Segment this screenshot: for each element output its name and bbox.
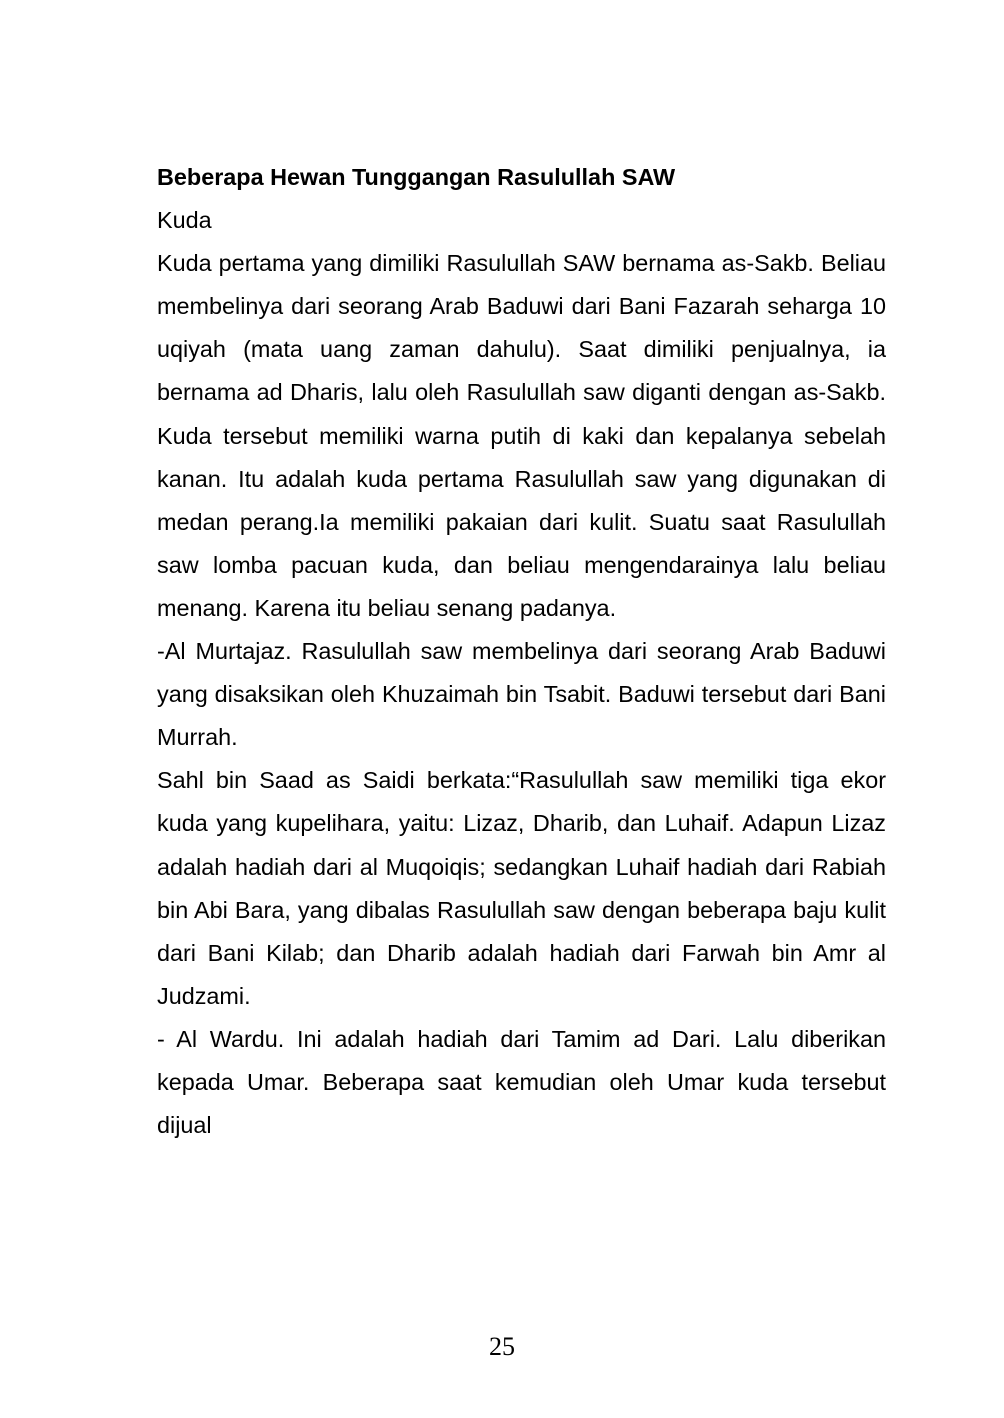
paragraph-as-sakb: Kuda pertama yang dimiliki Rasulullah SAW bernama as-Sakb. Beliau membelinya dari seorang Arab Baduwi dari Bani Fazarah seharga 10 uqiyah (mata uang zaman dahulu). Saat dimiliki penjualnya, ia bernama ad Dharis, lalu oleh Rasulullah saw diganti dengan as-Sakb. Kuda tersebut memiliki warna putih di kaki dan kepalanya sebelah kanan. Itu adalah kuda pertama Rasulullah saw yang digunakan di medan perang.Ia memiliki pakaian dari kulit. Suatu saat Rasulullah saw lomba pacuan kuda, dan beliau mengendarainya lalu beliau menang. Karena itu beliau senang padanya. (157, 250, 886, 621)
section-subheading: Kuda (157, 207, 212, 234)
page-number: 25 (489, 1332, 515, 1361)
paragraph-al-murtajaz: -Al Murtajaz. Rasulullah saw membelinya dari seorang Arab Baduwi yang disaksikan oleh Khuzaimah bin Tsabit. Baduwi tersebut dari Bani Murrah. (157, 638, 886, 751)
page-heading: Beberapa Hewan Tunggangan Rasulullah SAW (157, 164, 676, 190)
paragraph-sahl-bin-saad: Sahl bin Saad as Saidi berkata:“Rasulullah saw memiliki tiga ekor kuda yang kupelihara, yaitu: Lizaz, Dharib, dan Luhaif. Adapun Lizaz adalah hadiah dari al Muqoiqis; sedangkan Luhaif hadiah dari Rabiah bin Abi Bara, yang dibalas Rasulullah saw dengan beberapa baju kulit dari Bani Kilab; dan Dharib adalah hadiah dari Farwah bin Amr al Judzami. (157, 767, 886, 1009)
page-content (157, 156, 886, 1147)
paragraph-al-wardu: - Al Wardu. Ini adalah hadiah dari Tamim ad Dari. Lalu diberikan kepada Umar. Beberapa saat kemudian oleh Umar kuda tersebut dijual (157, 1025, 886, 1139)
